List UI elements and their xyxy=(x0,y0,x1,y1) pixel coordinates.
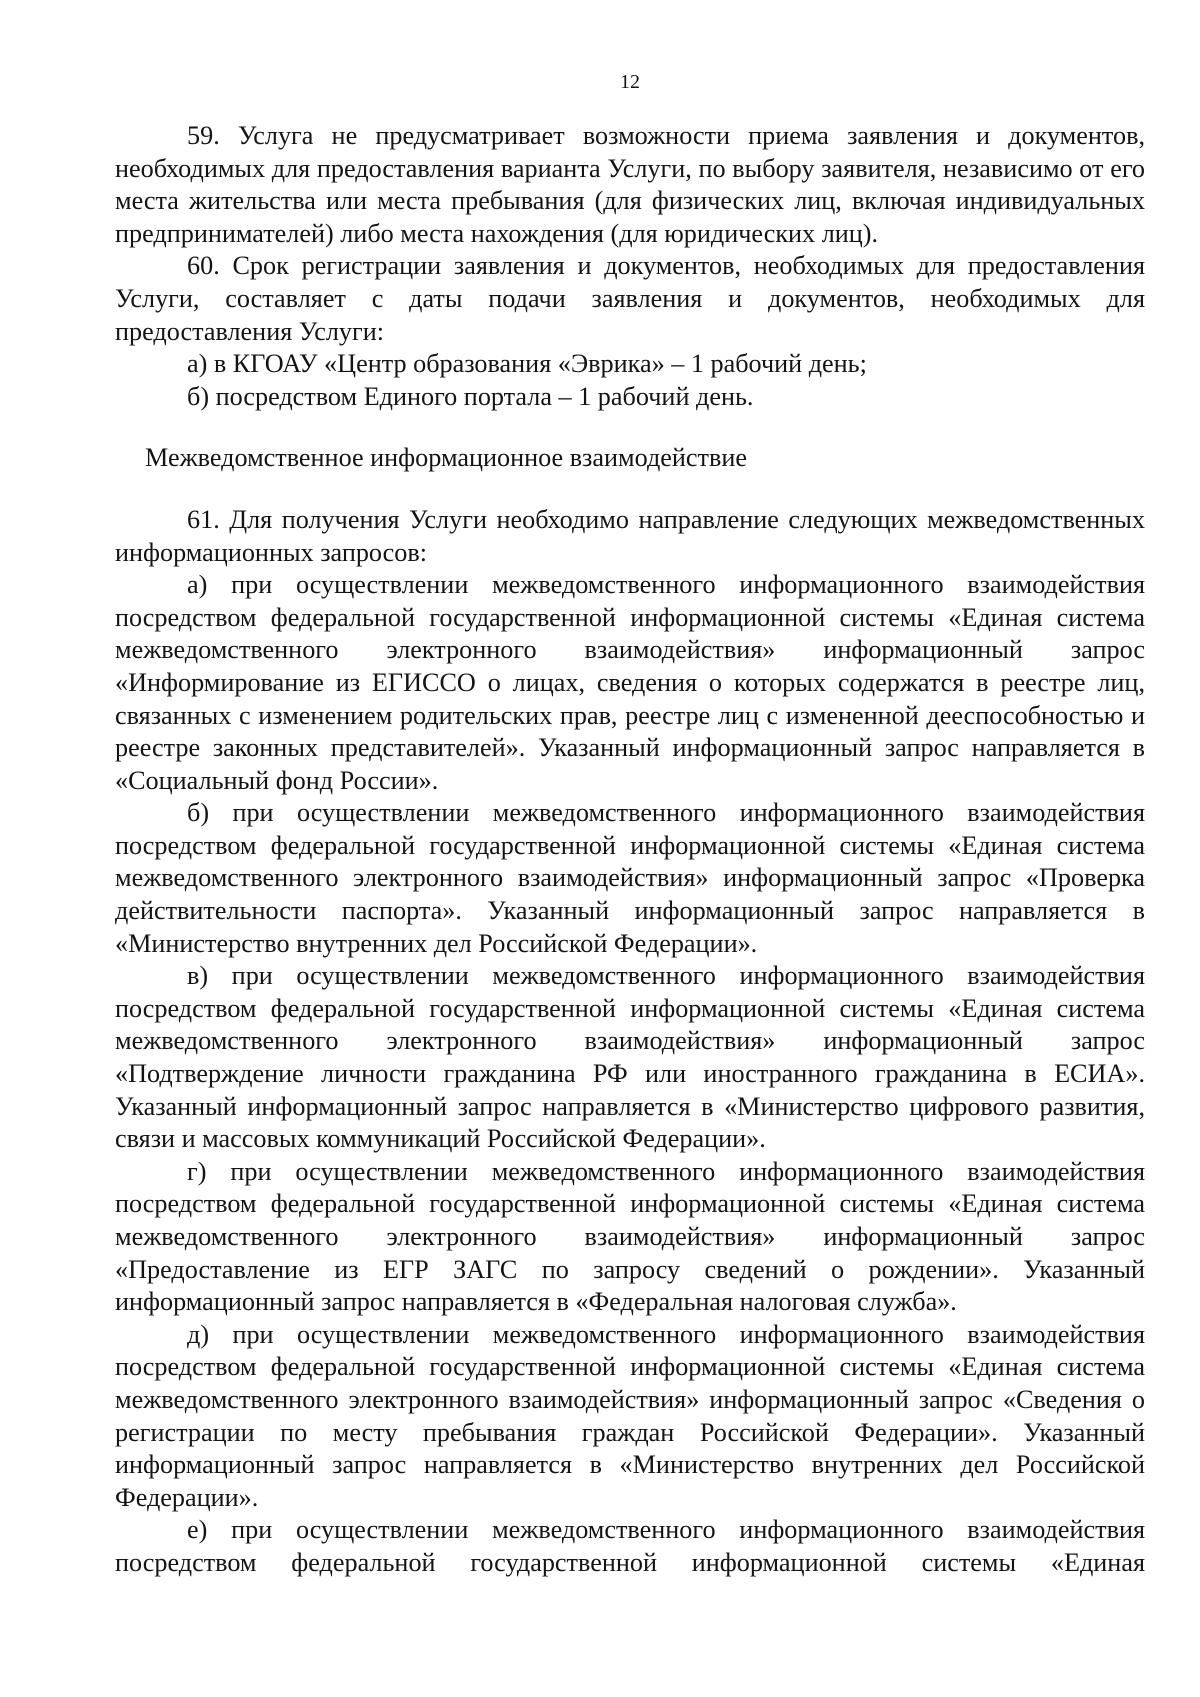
paragraph-60-item-a: а) в КГОАУ «Центр образования «Эврика» – 1 рабочий день; xyxy=(187,349,867,379)
paragraph-61-item-e: е) при осуществлении межведомственного информационного взаимодействия посредством федеральной государственной информационной системы «Единая xyxy=(115,1515,1145,1577)
paragraph-61-item-g: г) при осуществлении межведомственного информационного взаимодействия посредством федеральной государственной информационной системы «Единая система межведомственного электронного взаимодействия» информационный запрос «Предоставление из ЕГР ЗАГС по запросу сведений о рождении». Указанный информационный запрос направляется в «Федеральная налоговая служба». xyxy=(115,1156,1145,1317)
paragraph-60: 60. Срок регистрации заявления и документов, необходимых для предоставления Услуги, составляет с даты подачи заявления и документов, необходимых для предоставления Услуги: xyxy=(115,251,1145,346)
paragraph-61-item-b: б) при осуществлении межведомственного информационного взаимодействия посредством федеральной государственной информационной системы «Единая система межведомственного электронного взаимодействия» информационный запрос «Проверка действительности паспорта». Указанный информационный запрос направляется в «Министерство внутренних дел Российской Федерации». xyxy=(115,798,1145,958)
paragraph-61: 61. Для получения Услуги необходимо направление следующих межведомственных информационных запросов: xyxy=(115,504,1145,567)
paragraph-60-item-b: б) посредством Единого портала – 1 рабочий день. xyxy=(187,381,754,411)
paragraph-59: 59. Услуга не предусматривает возможности приема заявления и документов, необходимых для предоставления варианта Услуги, по выбору заявителя, независимо от его места жительства или места пребывания (для физических лиц, включая индивидуальных предпринимателей) либо места нахождения (для юридических лиц). xyxy=(115,121,1145,248)
document-body xyxy=(115,120,1145,1580)
paragraph-61-item-d: д) при осуществлении межведомственного информационного взаимодействия посредством федеральной государственной информационной системы «Единая система межведомственного электронного взаимодействия» информационный запрос «Сведения о регистрации по месту пребывания граждан Российской Федерации». Указанный информационный запрос направляется в «Министерство внутренних дел Российской Федерации». xyxy=(115,1319,1145,1512)
paragraph-61-item-v: в) при осуществлении межведомственного информационного взаимодействия посредством федеральной государственной информационной системы «Единая система межведомственного электронного взаимодействия» информационный запрос «Подтверждение личности гражданина РФ или иностранного гражданина в ЕСИА». Указанный информационный запрос направляется в «Министерство цифрового развития, связи и массовых коммуникаций Российской Федерации». xyxy=(115,961,1145,1154)
section-heading: Межведомственное информационное взаимодействие xyxy=(145,443,747,473)
paragraph-61-item-a: а) при осуществлении межведомственного информационного взаимодействия посредством федеральной государственной информационной системы «Единая система межведомственного электронного взаимодействия» информационный запрос «Информирование из ЕГИССО о лицах, сведения о которых содержатся в реестре лиц, связанных с изменением родительских прав, реестре лиц с измененной дееспособностью и реестре законных представителей». Указанный информационный запрос направляется в «Социальный фонд России». xyxy=(115,570,1145,795)
page-number: 12 xyxy=(620,71,640,93)
